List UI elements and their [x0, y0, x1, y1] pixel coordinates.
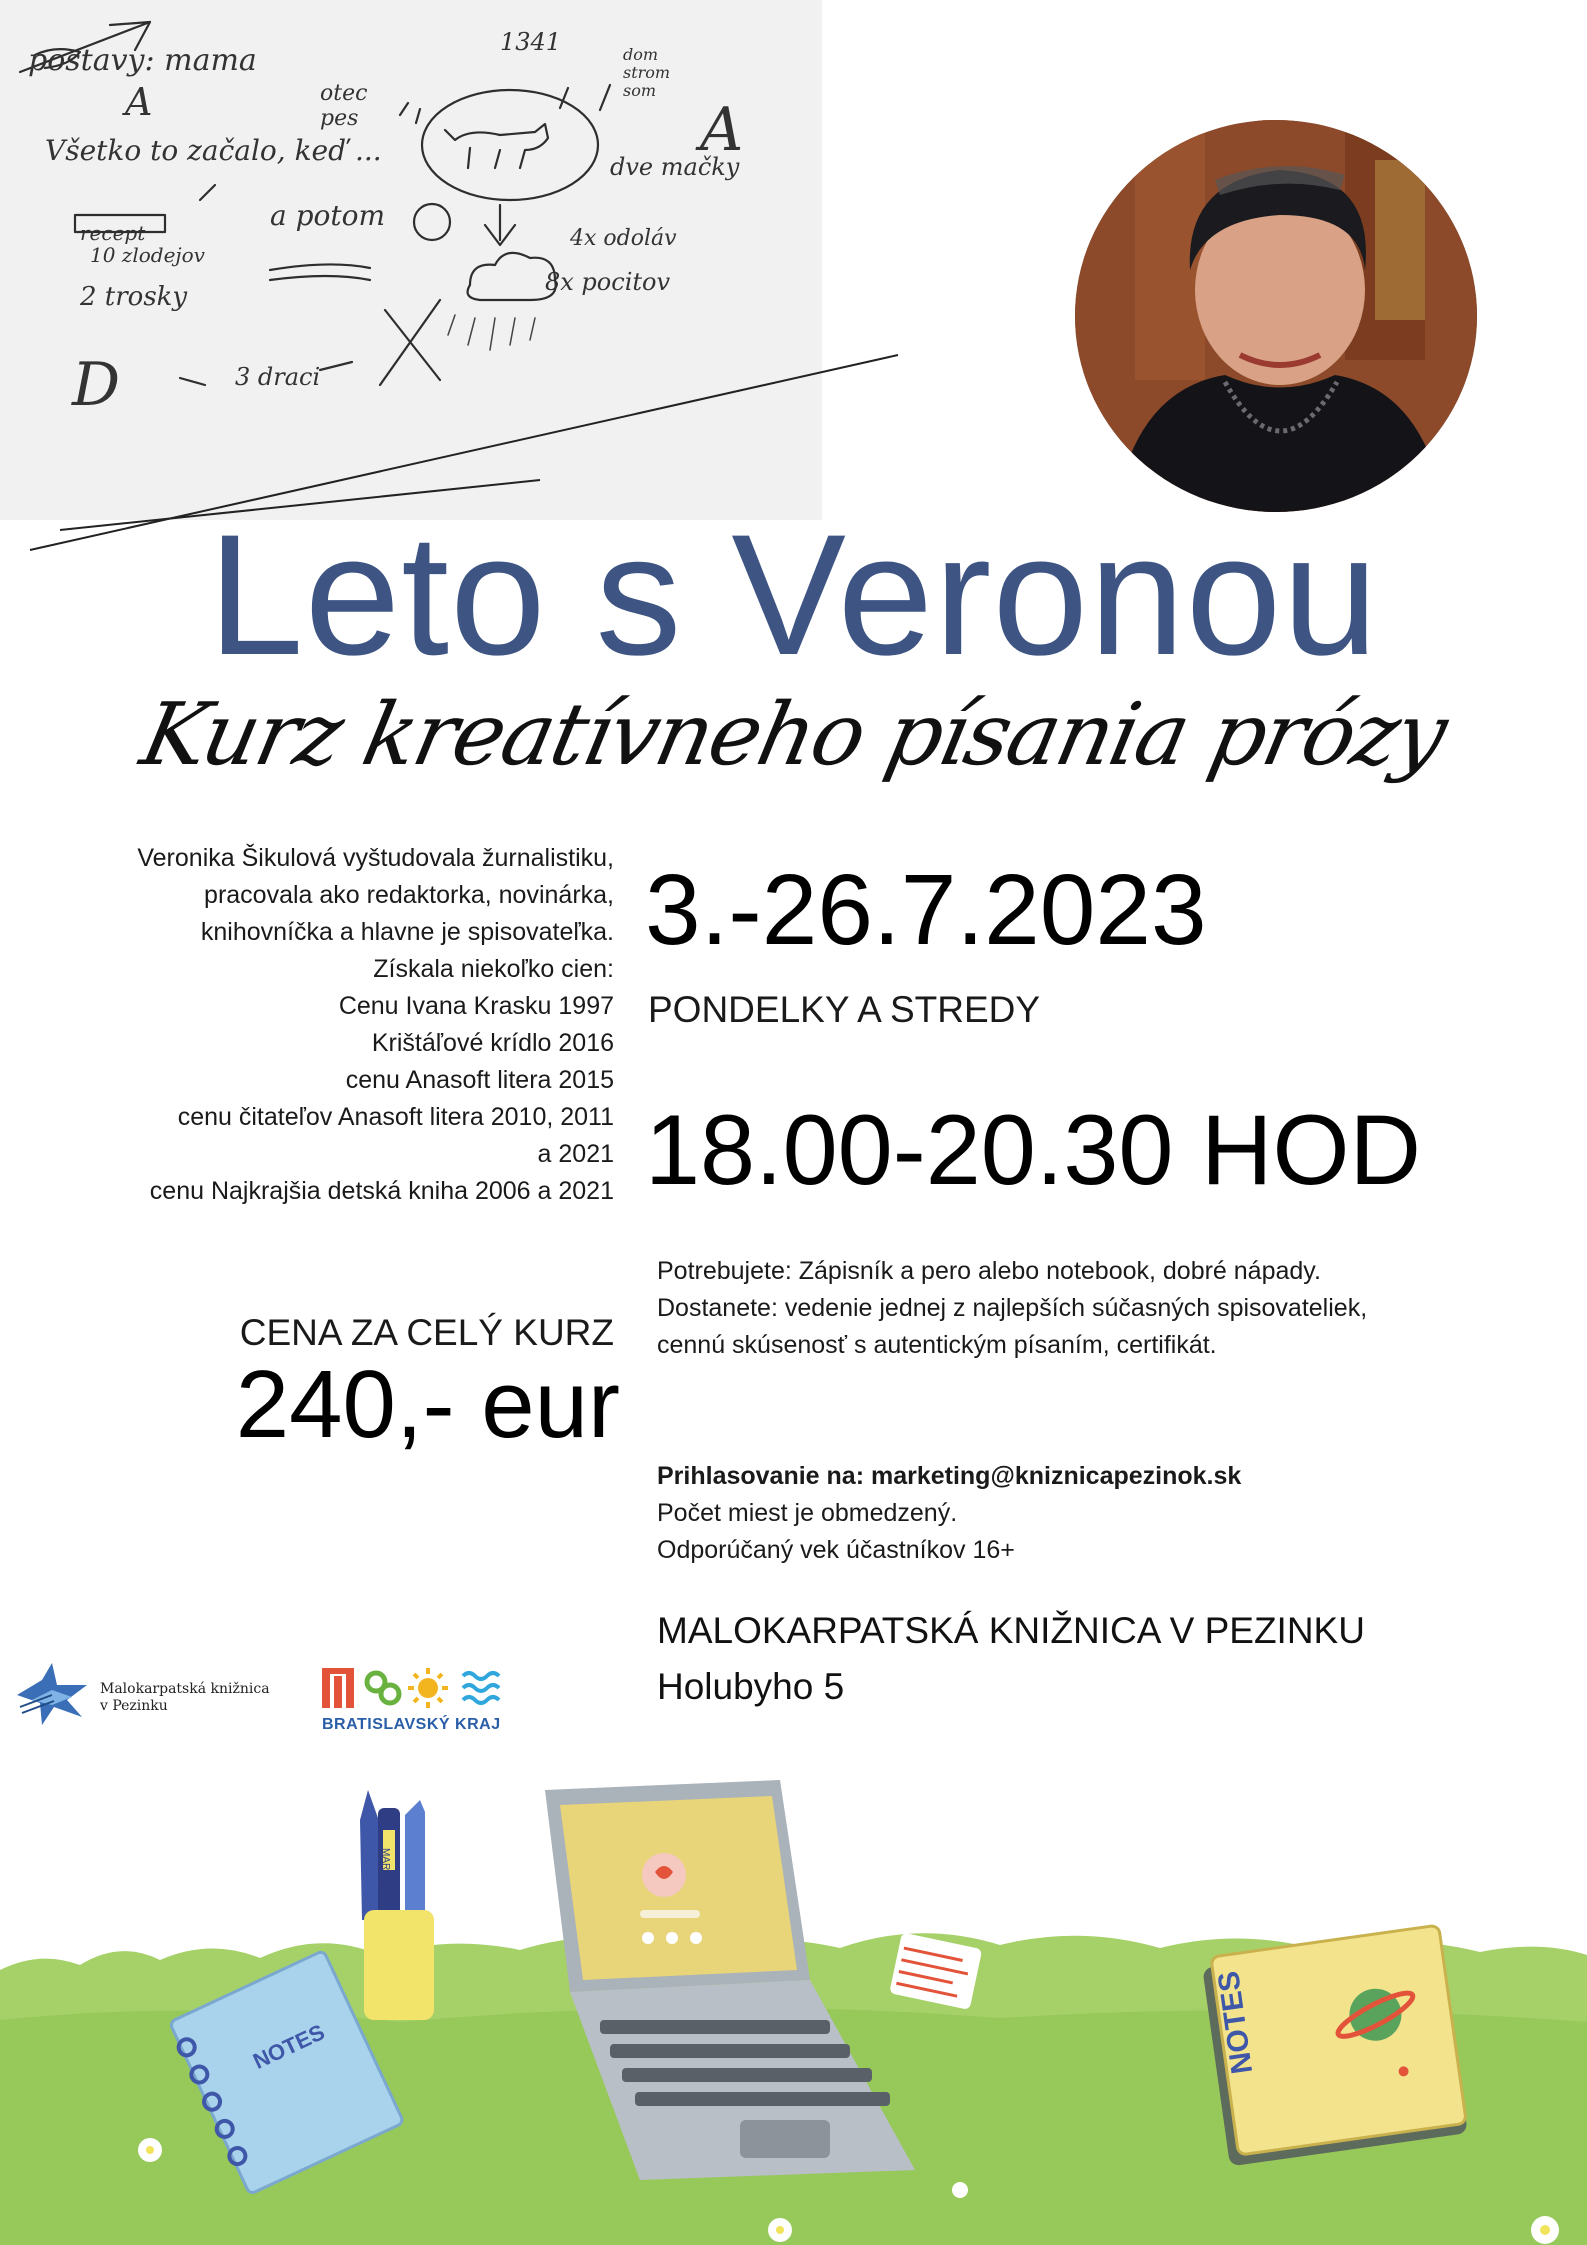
- bio-line: a 2021: [537, 1140, 614, 1168]
- course-details: [657, 1253, 1367, 1364]
- venue-address: Holubyho 5: [657, 1666, 845, 1707]
- sketch-note: 4x odoláv: [570, 226, 677, 251]
- sketch-note: 3 draci: [235, 363, 321, 391]
- bio-line: knihovníčka a hlavne je spisovateľka.: [200, 918, 614, 946]
- sketch-note: recept: [80, 221, 146, 245]
- sketch-note: dve mačky: [610, 153, 740, 181]
- sketch-note: otec: [320, 81, 368, 106]
- region-logo-text: BRATISLAVSKÝ KRAJ: [322, 1716, 501, 1733]
- library-logo: [12, 1655, 292, 1735]
- sketch-note: som: [623, 81, 657, 100]
- sketch-note: A: [125, 80, 153, 124]
- sketch-note: postavy: mama: [28, 43, 257, 78]
- page-subtitle: Kurz kreatívneho písania prózy: [133, 685, 1454, 785]
- sketch-note: 8x pocitov: [545, 268, 671, 296]
- pen-cup-icon: [360, 1790, 434, 2020]
- venue: [657, 1603, 1365, 1715]
- signup-info: [657, 1458, 1241, 1569]
- details-line: cennú skúsenosť s autentickým písaním, certifikát.: [657, 1331, 1217, 1359]
- signup-limit: Počet miest je obmedzený.: [657, 1499, 958, 1527]
- bio-line: Veronika Šikulová vyštudovala žurnalistiku,: [137, 844, 614, 872]
- signup-age: Odporúčaný vek účastníkov 16+: [657, 1536, 1015, 1564]
- sketch-note: 10 zlodejov: [90, 243, 205, 267]
- notebook-right-label: NOTES: [1212, 1969, 1260, 2077]
- sketch-note: Všetko to začalo, keď ...: [45, 134, 382, 167]
- bio-line: Cenu Ivana Krasku 1997: [338, 992, 614, 1020]
- notebook-left-label: NOTES: [249, 2019, 329, 2074]
- course-days: PONDELKY A STREDY: [648, 989, 1041, 1030]
- author-bio: [40, 840, 614, 1210]
- sketch-note: dom: [623, 45, 659, 64]
- sketch-note: 1341: [500, 28, 562, 56]
- bio-line: Krištáľové krídlo 2016: [371, 1029, 614, 1057]
- sketch-note: pes: [320, 106, 359, 131]
- signup-email[interactable]: Prihlasovanie na: marketing@kniznicapezinok.sk: [657, 1462, 1242, 1490]
- page-title: Leto s Veronou: [207, 499, 1380, 691]
- library-logo-line2: v Pezinku: [100, 1698, 168, 1714]
- marker-label: MARKER: [380, 1848, 391, 1891]
- bio-line: cenu čitateľov Anasoft litera 2010, 2011: [177, 1103, 614, 1131]
- region-logo-icon: [318, 1662, 518, 1714]
- bio-line: Získala niekoľko cien:: [373, 955, 614, 983]
- price-label: CENA ZA CELÝ KURZ: [239, 1312, 614, 1353]
- region-logo: [318, 1662, 518, 1737]
- bio-line: cenu Najkrajšia detská kniha 2006 a 2021: [149, 1177, 614, 1205]
- author-portrait: [1075, 120, 1477, 512]
- library-logo-icon: [12, 1655, 97, 1735]
- sketch-note: D: [72, 350, 121, 420]
- illustration-scene: [0, 1760, 1587, 2245]
- course-hours: 18.00-20.30 HOD: [645, 1094, 1421, 1205]
- sketch-note: 2 trosky: [80, 282, 188, 312]
- sketch-note: a potom: [270, 199, 386, 232]
- sketch-note: strom: [623, 63, 671, 82]
- bio-line: cenu Anasoft litera 2015: [345, 1066, 614, 1094]
- price-value: 240,- eur: [235, 1351, 620, 1458]
- bio-line: pracovala ako redaktorka, novinárka,: [204, 881, 614, 909]
- course-dates: 3.-26.7.2023: [645, 854, 1207, 966]
- venue-name: MALOKARPATSKÁ KNIŽNICA V PEZINKU: [657, 1610, 1365, 1651]
- library-logo-line1: Malokarpatská knižnica: [100, 1681, 270, 1697]
- details-line: Potrebujete: Zápisník a pero alebo notebook, dobré nápady.: [657, 1257, 1321, 1285]
- details-line: Dostanete: vedenie jednej z najlepších súčasných spisovateliek,: [657, 1294, 1368, 1322]
- notebook-right-icon: [1201, 1925, 1468, 2166]
- sketch-note: A: [700, 95, 744, 165]
